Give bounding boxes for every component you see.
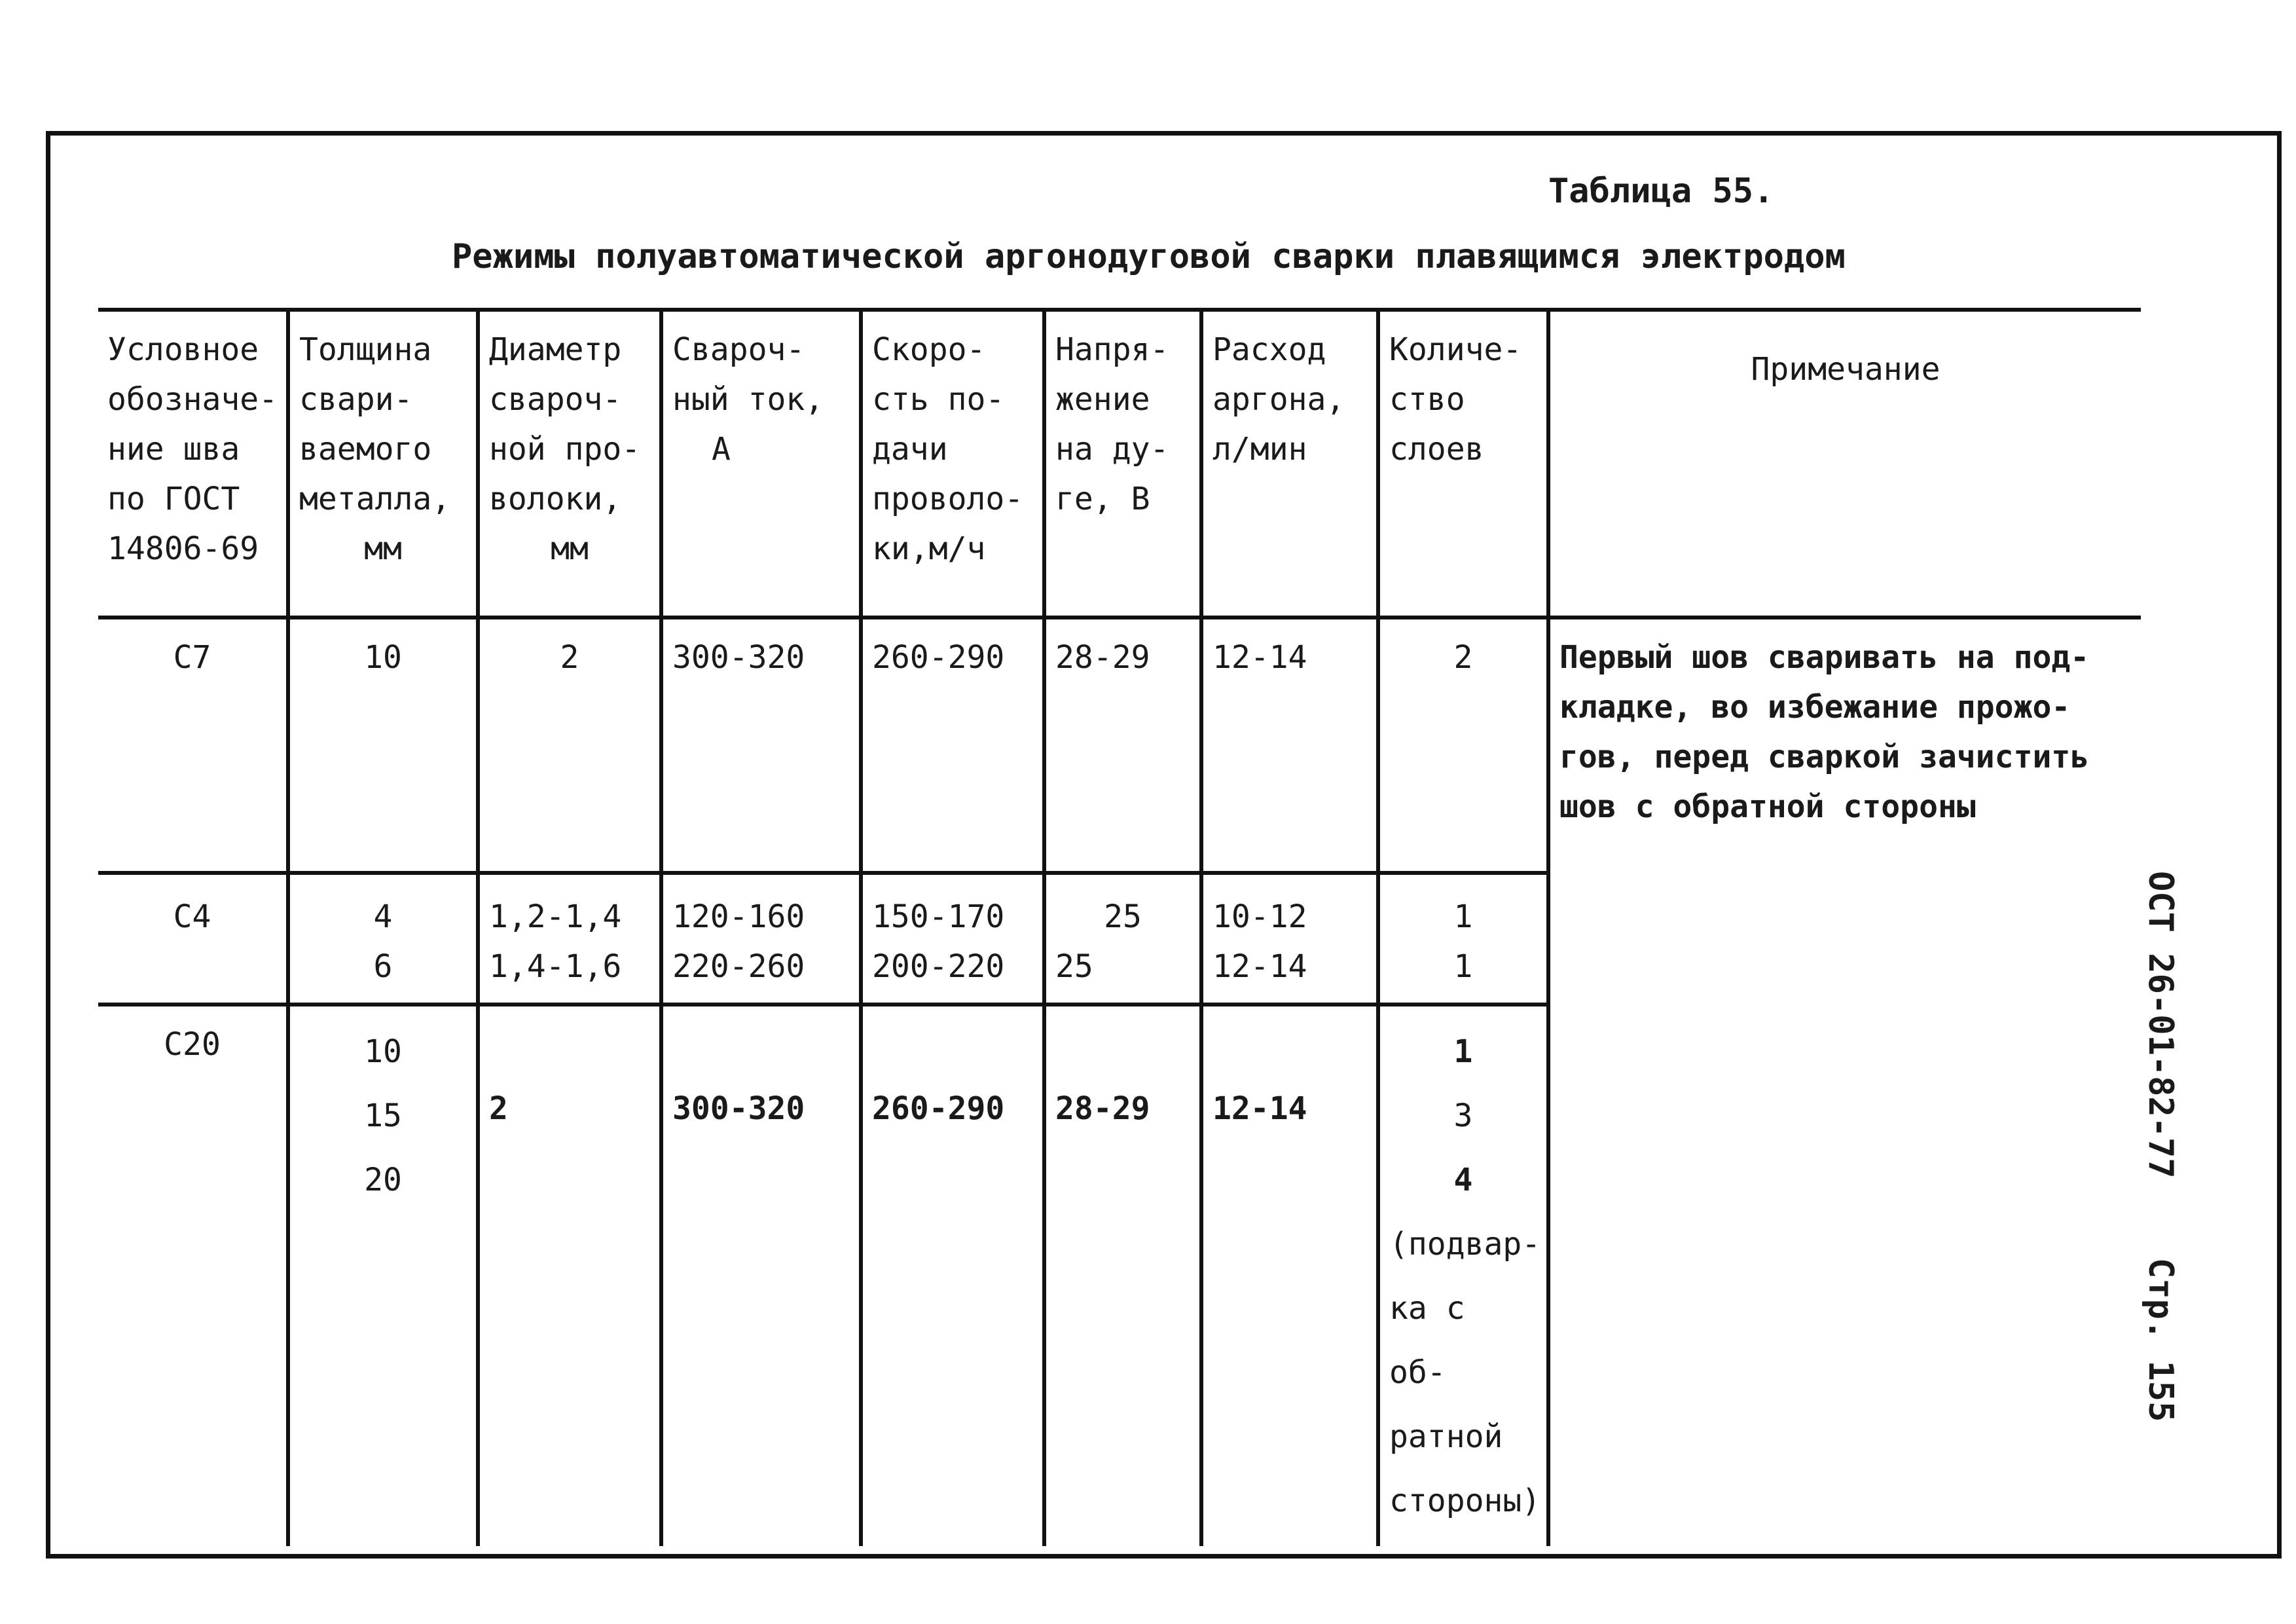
- cell-wire-speed: 200-220: [861, 942, 1044, 1005]
- col-header-wire-diameter: Диаметр свароч- ной про- волоки, мм: [478, 310, 661, 618]
- table-row: [98, 618, 2141, 873]
- col-header-thickness: Толщина свари- ваемого металла, мм: [288, 310, 478, 618]
- cell-designation: С7: [98, 618, 288, 873]
- cell-thickness: 10: [288, 618, 478, 873]
- cell-current: 300-320: [661, 1005, 861, 1546]
- cell-argon: 10-12: [1201, 873, 1378, 942]
- cell-argon: 12-14: [1201, 942, 1378, 1005]
- table-title: Режимы полуавтоматической аргонодуговой сварки плавящимся электродом: [452, 237, 1846, 276]
- col-header-argon: Расход аргона, л/мин: [1201, 310, 1378, 618]
- col-header-wire-speed: Скоро- сть по- дачи проволо- ки,м/ч: [861, 310, 1044, 618]
- page-number: Стр. 155: [2141, 1257, 2180, 1422]
- cell-argon: 12-14: [1201, 618, 1378, 873]
- cell-layers: 1: [1378, 942, 1548, 1005]
- cell-voltage: 28-29: [1044, 1005, 1201, 1546]
- cell-wire-speed: 150-170: [861, 873, 1044, 942]
- welding-modes-table: [98, 308, 2141, 1546]
- cell-thickness: 4: [288, 873, 478, 942]
- cell-wire-diameter: 2: [478, 1005, 661, 1546]
- cell-thickness: 6: [288, 942, 478, 1005]
- cell-designation: [98, 942, 288, 1005]
- cell-wire-diameter: 2: [478, 618, 661, 873]
- cell-current: 120-160: [661, 873, 861, 942]
- doc-code: ОСТ 26-01-82-77: [2141, 871, 2180, 1179]
- cell-current: 220-260: [661, 942, 861, 1005]
- cell-wire-speed: 260-290: [861, 1005, 1044, 1546]
- col-header-note: Примечание: [1548, 310, 2141, 618]
- col-header-layers: Количе- ство слоев: [1378, 310, 1548, 618]
- cell-wire-speed: 260-290: [861, 618, 1044, 873]
- side-stamp: [2141, 871, 2180, 1481]
- cell-current: 300-320: [661, 618, 861, 873]
- cell-layers: 2: [1378, 618, 1548, 873]
- cell-wire-diameter: 1,2-1,4: [478, 873, 661, 942]
- col-header-voltage: Напря- жение на ду- ге, В: [1044, 310, 1201, 618]
- cell-voltage: 25: [1044, 873, 1201, 942]
- cell-voltage: 25: [1044, 942, 1201, 1005]
- cell-layers: 1: [1378, 873, 1548, 942]
- cell-designation: С20: [98, 1005, 288, 1546]
- cell-note: Первый шов сваривать на под- кладке, во избежание прожо- гов, перед сваркой зачистить шов с обратной стороны: [1548, 618, 2141, 1546]
- header-row: [98, 310, 2141, 618]
- cell-wire-diameter: 1,4-1,6: [478, 942, 661, 1005]
- cell-designation: С4: [98, 873, 288, 942]
- col-header-designation: Условное обозначе- ние шва по ГОСТ 14806-69: [98, 310, 288, 618]
- cell-voltage: 28-29: [1044, 618, 1201, 873]
- cell-argon: 12-14: [1201, 1005, 1378, 1546]
- table-number: Таблица 55.: [1548, 172, 1774, 211]
- cell-thickness: 10 15 20: [288, 1005, 478, 1546]
- cell-layers: 1 3 4 (подвар- ка с об- ратной стороны): [1378, 1005, 1548, 1546]
- col-header-current: Свароч- ный ток, А: [661, 310, 861, 618]
